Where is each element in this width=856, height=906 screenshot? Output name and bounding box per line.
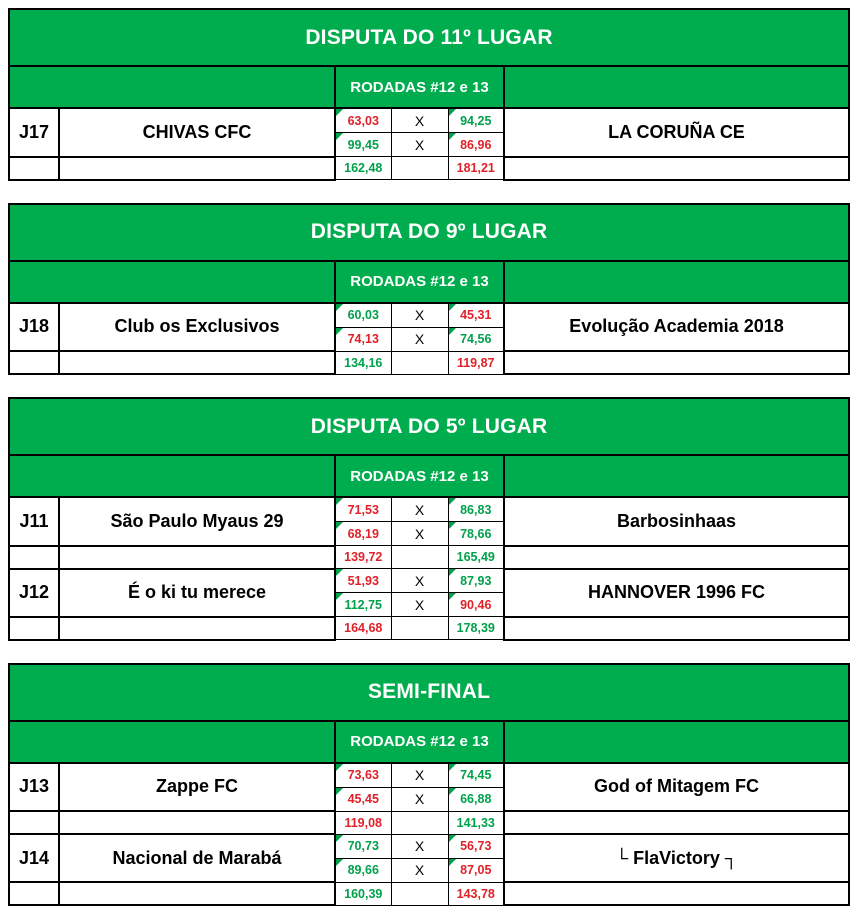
- away-score: 87,05: [448, 858, 504, 882]
- versus-symbol: X: [391, 593, 448, 617]
- away-score: 74,56: [448, 327, 504, 351]
- total-versus-spacer: [391, 157, 448, 180]
- versus-symbol: X: [391, 569, 448, 593]
- home-score: 51,93: [335, 569, 391, 593]
- header-right-spacer: [504, 455, 849, 497]
- block-spacer: [0, 375, 856, 397]
- match-code: J12: [9, 569, 59, 617]
- header-left-spacer: [9, 66, 335, 108]
- home-score: 63,03: [335, 108, 391, 133]
- away-score: 66,88: [448, 787, 504, 811]
- versus-symbol: X: [391, 108, 448, 133]
- away-team-name: └ FlaVictory ┐: [504, 834, 849, 882]
- total-home-spacer: [59, 882, 335, 905]
- bracket-block: [8, 8, 850, 181]
- versus-symbol: X: [391, 787, 448, 811]
- versus-symbol: X: [391, 858, 448, 882]
- away-team-name: God of Mitagem FC: [504, 763, 849, 812]
- match-leg-row: [9, 497, 849, 522]
- away-score: 45,31: [448, 303, 504, 328]
- total-away-spacer: [504, 351, 849, 374]
- total-code-spacer: [9, 157, 59, 180]
- home-team-name: É o ki tu merece: [59, 569, 335, 617]
- total-home-spacer: [59, 351, 335, 374]
- home-total-score: 139,72: [335, 546, 391, 569]
- home-team-name: Zappe FC: [59, 763, 335, 812]
- versus-symbol: X: [391, 133, 448, 157]
- match-code: J14: [9, 834, 59, 882]
- versus-symbol: X: [391, 303, 448, 328]
- bracket-block: [8, 663, 850, 906]
- away-score: 56,73: [448, 834, 504, 858]
- header-right-spacer: [504, 261, 849, 303]
- match-code: J13: [9, 763, 59, 812]
- home-team-name: CHIVAS CFC: [59, 108, 335, 157]
- total-code-spacer: [9, 546, 59, 569]
- total-away-spacer: [504, 811, 849, 834]
- home-score: 112,75: [335, 593, 391, 617]
- home-total-score: 134,16: [335, 351, 391, 374]
- home-score: 45,45: [335, 787, 391, 811]
- round-header-label: RODADAS #12 e 13: [335, 721, 504, 763]
- away-total-score: 178,39: [448, 617, 504, 640]
- header-left-spacer: [9, 721, 335, 763]
- bracket-block: [8, 203, 850, 376]
- home-score: 89,66: [335, 858, 391, 882]
- header-left-spacer: [9, 455, 335, 497]
- match-total-row: [9, 811, 849, 834]
- total-code-spacer: [9, 617, 59, 640]
- total-home-spacer: [59, 811, 335, 834]
- home-total-score: 164,68: [335, 617, 391, 640]
- block-title-row: [9, 398, 849, 455]
- match-leg-row: [9, 303, 849, 328]
- round-header-label: RODADAS #12 e 13: [335, 455, 504, 497]
- away-total-score: 141,33: [448, 811, 504, 834]
- away-total-score: 165,49: [448, 546, 504, 569]
- total-versus-spacer: [391, 546, 448, 569]
- total-home-spacer: [59, 546, 335, 569]
- versus-symbol: X: [391, 497, 448, 522]
- away-score: 86,83: [448, 497, 504, 522]
- home-team-name: São Paulo Myaus 29: [59, 497, 335, 546]
- away-team-name: Barbosinhaas: [504, 497, 849, 546]
- match-code: J11: [9, 497, 59, 546]
- match-code: J17: [9, 108, 59, 157]
- versus-symbol: X: [391, 522, 448, 546]
- home-team-name: Nacional de Marabá: [59, 834, 335, 882]
- header-right-spacer: [504, 721, 849, 763]
- total-versus-spacer: [391, 811, 448, 834]
- versus-symbol: X: [391, 327, 448, 351]
- block-title-row: [9, 204, 849, 261]
- match-leg-row: [9, 834, 849, 858]
- match-total-row: [9, 882, 849, 905]
- home-score: 73,63: [335, 763, 391, 788]
- away-team-name: LA CORUÑA CE: [504, 108, 849, 157]
- versus-symbol: X: [391, 763, 448, 788]
- away-total-score: 181,21: [448, 157, 504, 180]
- home-score: 71,53: [335, 497, 391, 522]
- match-leg-row: [9, 763, 849, 788]
- header-left-spacer: [9, 261, 335, 303]
- round-header-row: [9, 721, 849, 763]
- away-score: 78,66: [448, 522, 504, 546]
- match-total-row: [9, 351, 849, 374]
- away-score: 87,93: [448, 569, 504, 593]
- total-away-spacer: [504, 546, 849, 569]
- total-away-spacer: [504, 617, 849, 640]
- total-away-spacer: [504, 882, 849, 905]
- match-total-row: [9, 157, 849, 180]
- total-versus-spacer: [391, 617, 448, 640]
- bracket-block: [8, 397, 850, 641]
- away-total-score: 119,87: [448, 351, 504, 374]
- round-header-label: RODADAS #12 e 13: [335, 66, 504, 108]
- versus-symbol: X: [391, 834, 448, 858]
- round-header-label: RODADAS #12 e 13: [335, 261, 504, 303]
- away-score: 74,45: [448, 763, 504, 788]
- block-title: DISPUTA DO 11º LUGAR: [9, 9, 849, 66]
- home-total-score: 160,39: [335, 882, 391, 905]
- away-total-score: 143,78: [448, 882, 504, 905]
- total-home-spacer: [59, 617, 335, 640]
- home-score: 60,03: [335, 303, 391, 328]
- total-code-spacer: [9, 811, 59, 834]
- home-total-score: 119,08: [335, 811, 391, 834]
- block-title: DISPUTA DO 5º LUGAR: [9, 398, 849, 455]
- home-score: 99,45: [335, 133, 391, 157]
- block-spacer: [0, 641, 856, 663]
- round-header-row: [9, 66, 849, 108]
- home-total-score: 162,48: [335, 157, 391, 180]
- total-away-spacer: [504, 157, 849, 180]
- block-title: SEMI-FINAL: [9, 664, 849, 721]
- total-code-spacer: [9, 351, 59, 374]
- match-leg-row: [9, 569, 849, 593]
- total-versus-spacer: [391, 351, 448, 374]
- home-score: 68,19: [335, 522, 391, 546]
- away-team-name: HANNOVER 1996 FC: [504, 569, 849, 617]
- away-score: 94,25: [448, 108, 504, 133]
- block-title-row: [9, 664, 849, 721]
- block-spacer: [0, 181, 856, 203]
- away-score: 90,46: [448, 593, 504, 617]
- match-total-row: [9, 617, 849, 640]
- home-score: 70,73: [335, 834, 391, 858]
- block-title-row: [9, 9, 849, 66]
- match-leg-row: [9, 108, 849, 133]
- total-versus-spacer: [391, 882, 448, 905]
- total-code-spacer: [9, 882, 59, 905]
- round-header-row: [9, 455, 849, 497]
- total-home-spacer: [59, 157, 335, 180]
- block-title: DISPUTA DO 9º LUGAR: [9, 204, 849, 261]
- home-team-name: Club os Exclusivos: [59, 303, 335, 352]
- match-total-row: [9, 546, 849, 569]
- round-header-row: [9, 261, 849, 303]
- home-score: 74,13: [335, 327, 391, 351]
- away-score: 86,96: [448, 133, 504, 157]
- away-team-name: Evolução Academia 2018: [504, 303, 849, 352]
- header-right-spacer: [504, 66, 849, 108]
- match-code: J18: [9, 303, 59, 352]
